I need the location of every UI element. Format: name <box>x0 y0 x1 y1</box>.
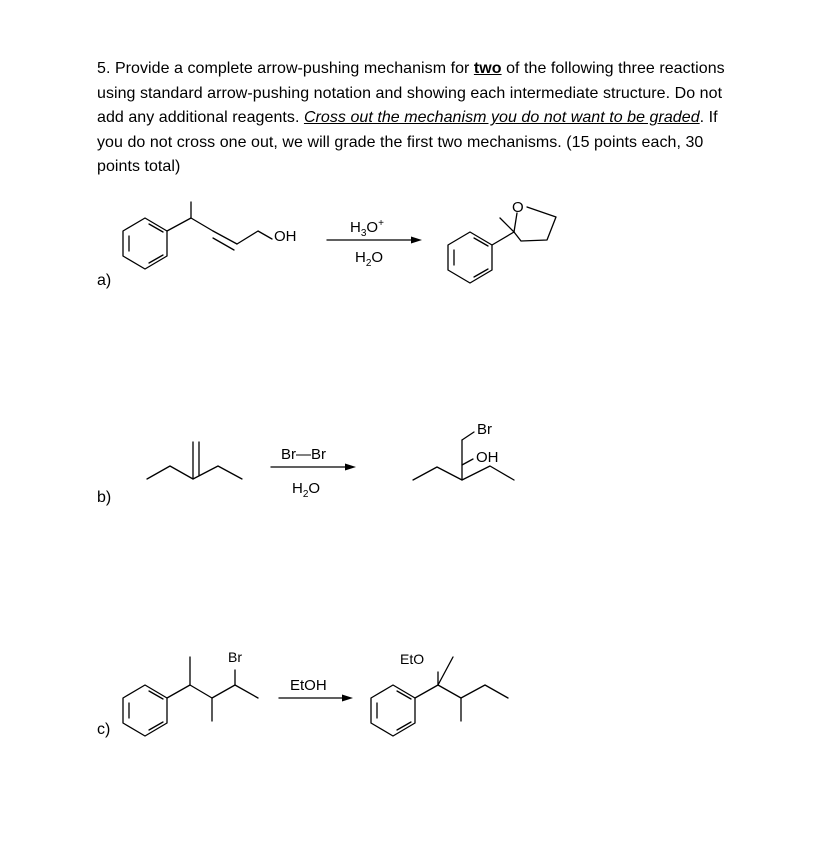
solvent-ethanol: EtOH <box>290 677 327 694</box>
reaction-b-conditions <box>271 446 356 500</box>
question-cross-out-instruction: Cross out the mechanism you do not want to be graded <box>303 109 700 127</box>
reaction-b-product <box>413 421 514 480</box>
arrowhead <box>411 237 422 244</box>
methyl-branch <box>438 657 453 685</box>
ring-oxygen: O <box>512 199 524 216</box>
solvent-water: $H_2O$ <box>355 249 384 269</box>
alkene-bond <box>213 231 237 244</box>
reaction-a-starting-material <box>123 202 297 269</box>
hydroxyl-group: OH <box>476 449 499 466</box>
c-oh-bond <box>462 459 473 465</box>
alkyl-chain <box>167 685 258 698</box>
arrowhead <box>342 695 353 702</box>
methyl-branch <box>500 218 514 232</box>
reagent-bromine: Br—Br <box>281 446 326 463</box>
reaction-b-label: b) <box>97 489 112 506</box>
arrowhead <box>345 464 356 471</box>
reaction-c-starting-material <box>123 649 258 736</box>
alkyl-chain <box>415 685 508 698</box>
alkene-chain <box>147 466 242 479</box>
reaction-c-product <box>371 651 508 736</box>
question-emphasis-two: two <box>473 60 502 77</box>
reaction-c-label: c) <box>97 721 111 738</box>
alkene-second-bond <box>213 238 234 250</box>
question-part-3: . If you do not cross one out, we will grade the first two mechanisms. (15 points each, 30 points total) <box>97 109 718 176</box>
hydroxyl-group: OH <box>274 228 297 245</box>
bromohydrin-chain <box>413 466 514 480</box>
question-part-1: 5. Provide a complete arrow-pushing mechanism for <box>97 60 474 77</box>
reaction-a-label: a) <box>97 272 112 289</box>
reaction-c-conditions <box>279 677 353 702</box>
c-br-bond <box>462 432 474 440</box>
reaction-a-conditions <box>327 218 422 269</box>
question-part-2: of the following three reactions using standard arrow-pushing notation and showing each intermediate structure. Do not add any additional reagents. <box>97 60 725 127</box>
ethoxy-group: EtO <box>400 651 425 667</box>
bromine-substituent: Br <box>477 421 492 438</box>
reaction-a-product <box>448 199 556 283</box>
linker-bond <box>492 232 514 245</box>
bromine-substituent: Br <box>228 649 242 665</box>
reaction-b-starting-material <box>147 442 242 479</box>
alkyl-chain <box>167 218 213 231</box>
alkyl-chain <box>237 231 272 244</box>
reagent-h3o-plus: $H_3O^+$ <box>350 218 384 239</box>
solvent-water: $H_2O$ <box>292 480 321 500</box>
